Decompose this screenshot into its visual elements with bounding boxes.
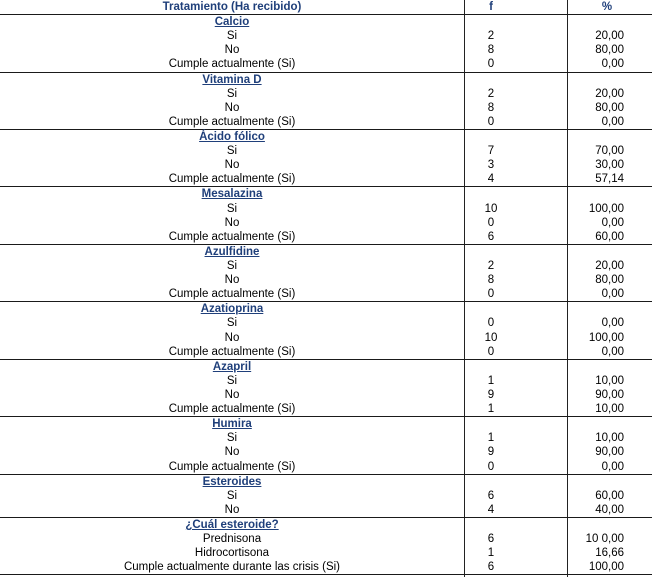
table-row <box>0 546 652 560</box>
table-row <box>0 29 652 43</box>
row-label: Si <box>226 202 238 215</box>
section-title: Azulfidine <box>204 245 260 258</box>
row-pct-value: 90,00 <box>595 446 624 459</box>
row-f-value: 0 <box>487 345 495 358</box>
row-f-value: 10 <box>484 331 498 344</box>
section-title-row <box>0 518 652 532</box>
header-treatment: Tratamiento (Ha recibido) <box>162 1 302 13</box>
row-f-value: 0 <box>487 288 495 301</box>
row-f-value: 8 <box>487 274 495 287</box>
row-f-value: 1 <box>487 374 495 387</box>
section-title: Humira <box>212 418 252 431</box>
row-f-value: 1 <box>487 403 495 416</box>
section-title: Vitamina D <box>202 73 262 86</box>
row-label: Cumple actualmente (Si) <box>168 115 296 128</box>
table-row <box>0 202 652 216</box>
table-row <box>0 431 652 445</box>
row-pct-value: 20,00 <box>595 87 624 100</box>
row-pct-value: 10 0,00 <box>585 533 624 546</box>
table-row <box>0 402 652 417</box>
row-f-value: 9 <box>487 388 495 401</box>
table-row <box>0 259 652 273</box>
table-row <box>0 172 652 187</box>
table-row <box>0 560 652 575</box>
row-pct-value: 0,00 <box>601 216 624 229</box>
row-pct-value: 0,00 <box>601 460 624 473</box>
header-f: f <box>489 1 493 13</box>
row-label: Cumple actualmente (Si) <box>168 173 296 186</box>
table-row <box>0 287 652 302</box>
row-pct-value: 0,00 <box>601 58 624 71</box>
section-title-row <box>0 360 652 374</box>
row-pct-value: 80,00 <box>595 101 624 114</box>
row-label: No <box>224 101 240 114</box>
row-pct-value: 100,00 <box>588 561 624 574</box>
section-title-row <box>0 475 652 489</box>
row-label: No <box>224 503 240 516</box>
header-pct: % <box>601 1 613 13</box>
row-pct-value: 0,00 <box>601 345 624 358</box>
section-title-row <box>0 417 652 431</box>
row-f-value: 6 <box>487 561 495 574</box>
table-row <box>0 374 652 388</box>
row-pct-value: 60,00 <box>595 230 624 243</box>
section-title-row <box>0 73 652 87</box>
row-f-value: 6 <box>487 533 495 546</box>
row-f-value: 2 <box>487 30 495 43</box>
row-pct-value: 80,00 <box>595 274 624 287</box>
table-row <box>0 158 652 172</box>
row-label: No <box>224 216 240 229</box>
section-title-row <box>0 15 652 29</box>
row-f-value: 1 <box>487 547 495 560</box>
row-f-value: 0 <box>487 460 495 473</box>
row-label: No <box>224 159 240 172</box>
row-f-value: 7 <box>487 145 495 158</box>
row-pct-value: 100,00 <box>588 202 624 215</box>
row-pct-value: 0,00 <box>601 317 624 330</box>
row-f-value: 0 <box>487 115 495 128</box>
row-f-value: 3 <box>487 159 495 172</box>
table-row <box>0 345 652 360</box>
section-title-row <box>0 245 652 259</box>
row-label: Cumple actualmente (Si) <box>168 460 296 473</box>
row-f-value: 1 <box>487 432 495 445</box>
table-row <box>0 57 652 72</box>
row-label: Si <box>226 432 238 445</box>
row-pct-value: 16,66 <box>595 547 624 560</box>
row-pct-value: 10,00 <box>595 374 624 387</box>
row-label: Prednisona <box>202 533 262 546</box>
table-row <box>0 532 652 546</box>
table-body <box>0 15 652 575</box>
row-label: No <box>224 446 240 459</box>
row-f-value: 8 <box>487 44 495 57</box>
row-f-value: 2 <box>487 87 495 100</box>
row-label: Si <box>226 489 238 502</box>
row-label: Si <box>226 317 238 330</box>
row-pct-value: 90,00 <box>595 388 624 401</box>
row-pct-value: 57,14 <box>595 173 624 186</box>
table-row <box>0 115 652 130</box>
section-title: Mesalazina <box>201 188 263 201</box>
table-row <box>0 489 652 503</box>
row-label: Hidrocortisona <box>194 547 270 560</box>
row-label: Cumple actualmente (Si) <box>168 403 296 416</box>
row-label: Cumple actualmente (Si) <box>168 288 296 301</box>
table-row <box>0 43 652 57</box>
table-row <box>0 216 652 230</box>
row-pct-value: 70,00 <box>595 145 624 158</box>
row-label: No <box>224 388 240 401</box>
row-pct-value: 80,00 <box>595 44 624 57</box>
row-label: Si <box>226 259 238 272</box>
row-f-value: 4 <box>487 173 495 186</box>
section-title: Esteroides <box>202 475 262 488</box>
table-row <box>0 273 652 287</box>
section-title: Azapril <box>212 360 252 373</box>
row-pct-value: 60,00 <box>595 489 624 502</box>
row-pct-value: 30,00 <box>595 159 624 172</box>
row-label: Cumple actualmente (Si) <box>168 58 296 71</box>
table-row <box>0 87 652 101</box>
row-label: Si <box>226 374 238 387</box>
row-pct-value: 10,00 <box>595 432 624 445</box>
row-f-value: 9 <box>487 446 495 459</box>
row-pct-value: 0,00 <box>601 288 624 301</box>
table-row <box>0 316 652 330</box>
row-pct-value: 100,00 <box>588 331 624 344</box>
row-f-value: 8 <box>487 101 495 114</box>
row-pct-value: 20,00 <box>595 259 624 272</box>
row-label: No <box>224 331 240 344</box>
row-f-value: 6 <box>487 489 495 502</box>
row-pct-value: 40,00 <box>595 503 624 516</box>
row-f-value: 2 <box>487 259 495 272</box>
row-label: Cumple actualmente (Si) <box>168 230 296 243</box>
row-f-value: 6 <box>487 230 495 243</box>
row-f-value: 4 <box>487 503 495 516</box>
row-label: Cumple actualmente (Si) <box>168 345 296 358</box>
row-label: Cumple actualmente durante las crisis (Si) <box>123 561 341 574</box>
section-title: Calcio <box>214 16 250 29</box>
section-title: Ácido fólico <box>199 130 265 143</box>
table-row <box>0 101 652 115</box>
row-label: No <box>224 44 240 57</box>
section-title-row <box>0 130 652 144</box>
table-row <box>0 230 652 245</box>
row-pct-value: 10,00 <box>595 403 624 416</box>
row-label: Si <box>226 30 238 43</box>
row-f-value: 0 <box>487 58 495 71</box>
section-title-row <box>0 187 652 201</box>
row-pct-value: 20,00 <box>595 30 624 43</box>
row-f-value: 0 <box>487 317 495 330</box>
table-row <box>0 144 652 158</box>
row-label: Si <box>226 145 238 158</box>
table-row <box>0 388 652 402</box>
table-header-row <box>0 0 652 15</box>
row-pct-value: 0,00 <box>601 115 624 128</box>
row-label: No <box>224 274 240 287</box>
section-title: ¿Cuál esteroide? <box>185 518 279 531</box>
table-row <box>0 445 652 459</box>
row-label: Si <box>226 87 238 100</box>
section-title: Azatioprina <box>200 303 264 316</box>
table-row <box>0 460 652 475</box>
table-row <box>0 503 652 518</box>
section-title-row <box>0 302 652 316</box>
row-f-value: 10 <box>484 202 498 215</box>
table-row <box>0 331 652 345</box>
row-f-value: 0 <box>487 216 495 229</box>
